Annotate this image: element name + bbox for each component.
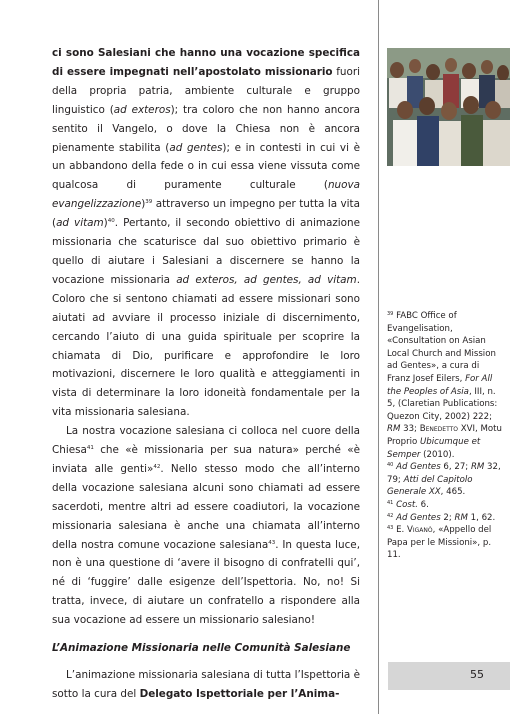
group-photo bbox=[387, 48, 510, 166]
smallcaps-run: Viganò bbox=[407, 525, 433, 536]
page-number-box bbox=[388, 662, 510, 690]
italic-run: RM bbox=[387, 424, 401, 435]
text-run: ); tra coloro che non hanno ancora sentito il Vangelo, o dove la Chiesa non è ancora pienamente stabilita ( bbox=[52, 103, 360, 154]
text-run: ) bbox=[141, 198, 146, 211]
section-heading: L’Animazione Missionaria nelle Comunità Salesiane bbox=[52, 642, 351, 655]
footnote-39 bbox=[387, 310, 502, 461]
text-run: che «è missionaria per sua natura» perché «è inviata alle genti» bbox=[52, 444, 360, 475]
italic-run: nuova evangelizzazione bbox=[52, 179, 360, 211]
text-run: . Nello stesso modo che all’interno della vocazione salesiana alcuni sono chiamati ad essere sacerdoti, mentre altri ad essere coadiutori, la vocazione missionaria salesiana è anche una chiamata all’interno della nostra comune vocazione salesiana bbox=[52, 462, 360, 551]
text-run: 1, 62. bbox=[467, 512, 496, 523]
text-run: . In questa luce, non è una questione di ‘avere il bisogno di confratelli qui’, né di ‘fuggire’ dalle esigenze dell’Ispettoria. No, no! Si tratta, invece, di aiutare un confratello a rispondere alla sua vocazione ad essere un missionario salesiano! bbox=[52, 538, 360, 627]
italic-run: Ad Gentes bbox=[393, 462, 441, 473]
text-run: La nostra vocazione salesiana ci colloca nel cuore della Chiesa bbox=[52, 425, 360, 457]
text-run: fuori della propria patria, ambiente culturale e gruppo linguistico ( bbox=[52, 65, 361, 116]
text-run: , «Appello del Papa per le Missioni», p. 11. bbox=[387, 525, 492, 561]
text-run: XVI, Motu Proprio bbox=[387, 424, 502, 447]
bold-phrase: ci sono Salesiani che hanno una vocazione specifica di essere impegnati nell’apostolato missionario bbox=[52, 47, 360, 78]
text-run: 32, 79; bbox=[387, 462, 501, 485]
text-run: ) bbox=[103, 217, 108, 230]
footnote-42 bbox=[387, 512, 502, 525]
text-run: 2; bbox=[440, 512, 455, 523]
page-number: 55 bbox=[470, 668, 484, 681]
italic-run: RM bbox=[470, 462, 485, 473]
column-divider bbox=[378, 0, 379, 714]
text-run: , III, n. 5, (Claretian Publications: Quezon City, 2002) 222; bbox=[387, 386, 498, 422]
text-run: 33; bbox=[400, 424, 420, 435]
paragraph-3 bbox=[52, 666, 360, 704]
footnote-ref-42[interactable]: 42 bbox=[153, 463, 161, 470]
footnote-ref-39[interactable]: 39 bbox=[145, 199, 153, 206]
italic-run: Atti del Capitolo Generale XX bbox=[387, 474, 473, 498]
bold-phrase: Delegato Ispettoriale per l’Anima- bbox=[139, 687, 340, 700]
text-run: 6, 27; bbox=[440, 462, 471, 473]
italic-run: ad vitam bbox=[56, 217, 104, 230]
main-text-column bbox=[52, 44, 360, 704]
paragraph-2 bbox=[52, 422, 360, 630]
text-run: ); e in contesti in cui vi è un abbandono della fede o in cui essa viene vissuta come qualcosa di puramente culturale ( bbox=[52, 141, 361, 192]
footnote-number: 42 bbox=[387, 512, 394, 519]
text-run: . Pertanto, il secondo obiettivo di animazione missionaria che scaturisce dal suo obiettivo primario è quello di aiutare i Salesiani a discernere se hanno la vocazione missionaria bbox=[52, 217, 361, 286]
footnote-41 bbox=[387, 499, 502, 512]
footnote-ref-43[interactable]: 43 bbox=[268, 539, 276, 546]
italic-run: For All the Peoples of Asia bbox=[387, 373, 493, 397]
footnote-number: 41 bbox=[387, 499, 394, 506]
smallcaps-run: Benedetto bbox=[419, 424, 459, 435]
text-run: 6. bbox=[417, 499, 429, 510]
footnote-number: 43 bbox=[387, 525, 394, 532]
text-run: E. bbox=[393, 525, 407, 536]
footnote-43 bbox=[387, 524, 502, 562]
italic-run: Cost. bbox=[393, 499, 418, 510]
footnote-ref-41[interactable]: 41 bbox=[86, 445, 94, 452]
italic-run: ad exteros bbox=[113, 103, 171, 116]
italic-run: RM bbox=[454, 512, 468, 523]
footnote-ref-40[interactable]: 40 bbox=[107, 218, 115, 225]
footnotes bbox=[387, 310, 502, 562]
footnote-number: 39 bbox=[387, 311, 394, 317]
text-run: , 465. bbox=[440, 487, 466, 498]
text-run: attraverso un impegno per tutta la vita ( bbox=[52, 198, 360, 230]
text-run: L’animazione missionaria salesiana di tutta l’Ispettoria è sotto la cura del bbox=[52, 669, 360, 700]
text-run: (2010). bbox=[420, 449, 455, 460]
italic-run: Ad Gentes bbox=[393, 512, 441, 523]
italic-run: ad exteros, ad gentes, ad vitam bbox=[176, 273, 357, 286]
footnote-number: 40 bbox=[387, 462, 394, 469]
text-run: . Coloro che si sentono chiamati ad essere missionari sono aiutati ad avviare il processo iniziale di discernimento, cercando l’aiuto di una guida spirituale per scoprire la chiamata di Dio, purificare e approfondire le loro motivazioni, discernere le loro qualità e atteggiamenti in vista di determinare la loro idoneità fondamentale per la vita missionaria salesiana. bbox=[52, 273, 360, 419]
paragraph-1 bbox=[52, 44, 360, 422]
text-run: FABC Office of Evangelisation, «Consultation on Asian Local Church and Mission ad Gentes», a cura di Franz Josef Eilers, bbox=[387, 311, 496, 384]
italic-run: ad gentes bbox=[169, 141, 223, 154]
footnote-40 bbox=[387, 461, 502, 499]
italic-run: Ubicumque et Semper bbox=[387, 436, 481, 460]
